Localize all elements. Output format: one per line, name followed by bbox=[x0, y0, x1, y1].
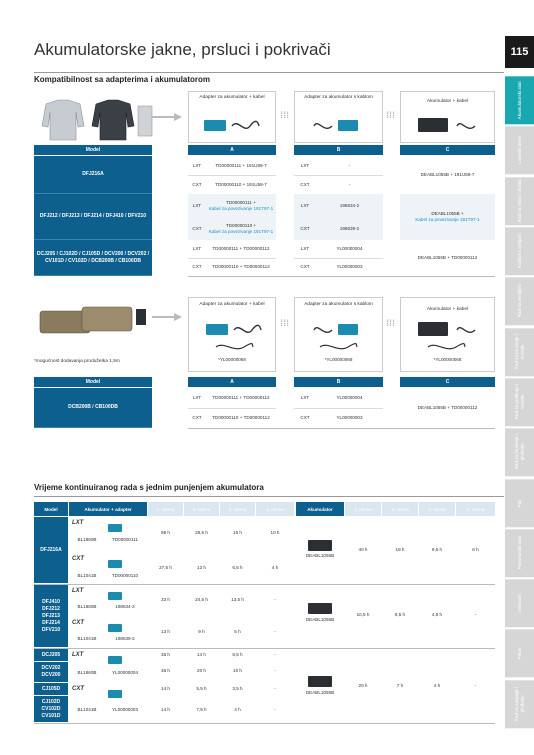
adapter-code: 198639-2 bbox=[115, 636, 135, 641]
cable-image bbox=[455, 322, 477, 338]
box-a-label: Adapter za akumulator + kabel bbox=[199, 95, 265, 100]
adapter-code: TD00000111 bbox=[112, 537, 138, 542]
c-cell-cable: Kabel za povezivanje 191T97-1 bbox=[415, 217, 480, 222]
battery-code: BL1860B bbox=[77, 604, 97, 609]
right-battery-code: DEABL1055B bbox=[305, 553, 335, 558]
runtime-value: - bbox=[274, 597, 276, 602]
b-cell: YL00000004 bbox=[336, 395, 363, 401]
side-tabs bbox=[505, 76, 534, 728]
runtime-model: CJ102D CV102D CV101D bbox=[34, 696, 68, 722]
battery-code: BL1860B bbox=[77, 670, 97, 675]
adapter-image bbox=[108, 524, 122, 532]
arrow-icon bbox=[152, 112, 184, 122]
section-rule bbox=[34, 496, 504, 497]
runtime-value: - bbox=[274, 686, 276, 691]
b-cell: - bbox=[348, 162, 351, 168]
runtime-value: 5,5 h bbox=[196, 686, 207, 691]
separator-icon: ⁞⁞⁞ bbox=[280, 318, 289, 328]
battery-code: BL1860B bbox=[77, 537, 97, 542]
a-cell: TD00000111 + 191U58-7 bbox=[215, 162, 267, 168]
cxt-logo: CXT bbox=[72, 556, 84, 562]
runtime-value: 29,5 h bbox=[195, 530, 208, 535]
runtime-header: 1. razina bbox=[345, 502, 381, 516]
side-tab[interactable]: Rad na visinu i dubini bbox=[505, 177, 534, 225]
runtime-value: 9 h bbox=[198, 629, 205, 634]
runtime-value: 5 h bbox=[234, 629, 241, 634]
runtime-header: 4. razina bbox=[256, 502, 294, 516]
runtime-value: 4 h bbox=[271, 565, 279, 570]
a-cell-cable: Kabel za povezivanje 191T97-1 bbox=[208, 205, 274, 211]
lxt-logo: LXT bbox=[72, 652, 84, 658]
side-tab[interactable]: Usisivači bbox=[505, 579, 534, 627]
side-tab[interactable]: Rad za brušenje i glodanje bbox=[505, 428, 534, 476]
runtime-value: 24,5 h bbox=[195, 597, 208, 602]
box-a-label: Adapter za akumulator + kabel bbox=[199, 302, 265, 307]
a-cell: TD00000111 + TD00000112 bbox=[212, 246, 270, 252]
cable-image bbox=[230, 118, 260, 134]
battery-image bbox=[418, 322, 448, 336]
row-divider bbox=[188, 175, 276, 176]
group-divider bbox=[34, 648, 495, 649]
runtime-value: 35 h bbox=[161, 668, 170, 673]
a-cell bbox=[206, 217, 276, 240]
model-cell: DCB200B / CB100DB bbox=[34, 388, 152, 428]
col-b-header: B bbox=[294, 377, 383, 387]
type-cell: CXT bbox=[192, 264, 202, 270]
runtime-value: 27,5 h bbox=[159, 565, 172, 570]
model-cell: DFJ212 / DFJ213 / DFJ214 / DFJ410 / DFV210 bbox=[34, 194, 152, 240]
runtime-header: Akumulator bbox=[296, 502, 344, 516]
cxt-logo: CXT bbox=[72, 620, 84, 626]
row-divider bbox=[294, 175, 383, 176]
c-cell: DEABL1055B + TD00000112 bbox=[417, 405, 478, 411]
runtime-model: DCJ205 bbox=[34, 649, 68, 661]
a-cell bbox=[206, 194, 276, 217]
side-tab[interactable]: Pribor bbox=[505, 629, 534, 677]
separator-icon: ⁞⁞⁞ bbox=[280, 110, 289, 120]
box-b-label: Adapter za akumulator s kablom bbox=[304, 95, 373, 100]
separator-icon: ⁞⁞⁞ bbox=[386, 110, 395, 120]
page-title: Akumulatorske jakne, prsluci i pokrivači bbox=[34, 40, 331, 59]
a-cell: TD00000110 + TD00000112 bbox=[212, 415, 270, 421]
adapter-code: TD00000110 bbox=[111, 573, 139, 578]
a-cell-cable: Kabel za povezivanje 191T97-1 bbox=[208, 228, 274, 234]
side-tab[interactable]: Rad za brušenje i rezanje bbox=[505, 328, 534, 376]
runtime-value: 20 h bbox=[197, 668, 206, 673]
runtime-value: 40 h bbox=[358, 547, 368, 552]
side-tab[interactable]: Bušilice i odvijači bbox=[505, 227, 534, 275]
section-runtime-title: Vrijeme kontinuiranog rada s jednim punjenjem akumulatora bbox=[34, 483, 264, 492]
runtime-value: 16 h bbox=[233, 530, 242, 535]
battery-code: BL1041B bbox=[77, 707, 97, 712]
extension-cable-image bbox=[426, 341, 466, 353]
right-battery-code: DEABL1055B bbox=[305, 617, 335, 622]
side-tab[interactable]: Laserski metri bbox=[505, 126, 534, 174]
a-cell: TD00000110 + 191U58-7 bbox=[215, 181, 267, 187]
type-cell: LXT bbox=[300, 162, 310, 168]
runtime-value: 33 h bbox=[161, 597, 170, 602]
lxt-logo: LXT bbox=[72, 520, 84, 526]
battery-code: BL1041B bbox=[77, 636, 97, 641]
side-tab[interactable]: Rad za sanjanje i glodanje bbox=[505, 680, 534, 728]
runtime-value: - bbox=[274, 668, 276, 673]
box-c-label: Akumulator + kabel bbox=[426, 99, 469, 104]
c-cell bbox=[400, 194, 495, 240]
b-cell: - bbox=[348, 181, 351, 187]
section-compat-title: Kompatibilnost sa adapterima i akumulatorom bbox=[34, 75, 211, 84]
runtime-value: 35 h bbox=[161, 652, 170, 657]
box-code: *YL00000068 bbox=[324, 357, 353, 363]
c-cell-code: DEABL1055B + bbox=[431, 211, 464, 217]
runtime-value: 10 h bbox=[270, 530, 280, 535]
model-header: Model bbox=[34, 145, 152, 155]
runtime-value: 10 h bbox=[233, 668, 242, 673]
lxt-logo: LXT bbox=[72, 588, 84, 594]
extension-cable-image bbox=[318, 341, 358, 353]
side-tab[interactable]: Akumulatorski alati bbox=[505, 76, 534, 124]
b-cell: YL00000003 bbox=[336, 264, 363, 270]
covers-image bbox=[38, 303, 148, 337]
type-cell: LXT bbox=[192, 162, 202, 168]
runtime-header: 2. razina bbox=[184, 502, 219, 516]
adapter-image bbox=[338, 324, 358, 335]
table-bottom bbox=[188, 428, 495, 429]
runtime-header: Model bbox=[34, 502, 68, 516]
runtime-model: CJ105D bbox=[34, 683, 68, 695]
box-c-label: Akumulator + kabel bbox=[426, 307, 469, 312]
b-cell: YL00000004 bbox=[336, 246, 363, 252]
side-tab[interactable]: Pneumatski alati bbox=[505, 529, 534, 577]
runtime-value: 4 h bbox=[234, 707, 241, 712]
runtime-header: Akumulator + adapter bbox=[69, 502, 147, 516]
box-b-label: Adapter za akumulator s kablom bbox=[304, 302, 373, 307]
b-cell: 198634-2 bbox=[339, 202, 360, 208]
adapter-image bbox=[108, 560, 122, 568]
runtime-header: 1. razina bbox=[148, 502, 183, 516]
runtime-value: 14 h bbox=[161, 707, 170, 712]
type-cell: CXT bbox=[192, 415, 202, 421]
col-c-header: C bbox=[400, 145, 495, 155]
type-cell: LXT bbox=[300, 395, 310, 401]
runtime-value: 14 h bbox=[161, 686, 170, 691]
runtime-value: 9,5 h bbox=[431, 547, 443, 552]
runtime-value: 20 h bbox=[358, 683, 368, 688]
runtime-value: - bbox=[474, 612, 477, 617]
runtime-value: 8,5 h bbox=[232, 652, 243, 657]
adapter-code: YL00000004 bbox=[111, 670, 139, 675]
extension-note: *mogućnost dodavanja produžetka 1,5m bbox=[34, 359, 120, 364]
type-cell: CXT bbox=[192, 181, 202, 187]
jackets-image bbox=[38, 96, 154, 142]
runtime-value: - bbox=[274, 629, 276, 634]
runtime-value: 6,5 h bbox=[232, 565, 243, 570]
adapter-image bbox=[108, 592, 122, 600]
type-cell: CXT bbox=[300, 264, 310, 270]
adapter-image bbox=[108, 624, 122, 632]
runtime-value: 6 h bbox=[472, 547, 479, 552]
c-cell: DEABL1055B + 191U58-7 bbox=[420, 172, 475, 178]
page-number: 115 bbox=[505, 36, 534, 68]
b-cell: YL00000003 bbox=[336, 415, 363, 421]
cable-image bbox=[312, 322, 334, 338]
type-cell: LXT bbox=[192, 246, 202, 252]
group-divider bbox=[34, 584, 495, 585]
type-cell: CXT bbox=[300, 415, 310, 421]
adapter-image bbox=[108, 656, 122, 664]
side-tab[interactable]: Rad na zemljištu bbox=[505, 277, 534, 325]
cable-image bbox=[232, 322, 262, 338]
runtime-value: 8,5 h bbox=[394, 612, 406, 617]
runtime-value: 7 h bbox=[396, 683, 404, 688]
battery-code: BL1041B bbox=[77, 573, 97, 578]
b-cell: 198639-2 bbox=[339, 225, 360, 231]
runtime-value: 7,5 h bbox=[196, 707, 207, 712]
type-cell: CXT bbox=[300, 225, 310, 231]
box-code: *YL00000068 bbox=[218, 357, 246, 363]
battery-image bbox=[308, 676, 332, 687]
runtime-header: 2. razina bbox=[382, 502, 418, 516]
cxt-logo: CXT bbox=[72, 686, 84, 692]
runtime-header: 4. razina bbox=[456, 502, 495, 516]
runtime-value: 4,5 h bbox=[431, 612, 443, 617]
c-cell: DEABL1055B + TD00000112 bbox=[417, 255, 478, 261]
battery-image bbox=[418, 118, 448, 132]
runtime-value: 98 h bbox=[161, 530, 170, 535]
adapter-image bbox=[108, 690, 122, 698]
adapter-image bbox=[206, 324, 228, 335]
type-cell: CXT bbox=[300, 181, 310, 187]
model-cell: DFJ216A bbox=[34, 156, 152, 194]
box-code: *YL00000068 bbox=[433, 357, 462, 363]
type-cell: LXT bbox=[300, 246, 310, 252]
arrow-icon bbox=[152, 312, 184, 322]
model-header: Model bbox=[34, 377, 152, 387]
runtime-value: 3,5 h bbox=[232, 686, 243, 691]
table-bottom bbox=[188, 276, 495, 277]
row-divider bbox=[188, 408, 276, 409]
runtime-header: 3. razina bbox=[220, 502, 255, 516]
runtime-header: 3. razina bbox=[419, 502, 455, 516]
col-b-header: B bbox=[294, 145, 383, 155]
adapter-code: YL00000003 bbox=[111, 707, 139, 712]
side-tab[interactable]: Rad za građenje i rezanje bbox=[505, 378, 534, 426]
right-battery-code: DEABL1055B bbox=[305, 690, 335, 695]
runtime-value: 4 h bbox=[433, 683, 441, 688]
a-cell: TD00000111 + TD00000112 bbox=[212, 395, 270, 401]
runtime-value: 10,5 h bbox=[356, 612, 370, 617]
separator-icon: ⁞⁞⁞ bbox=[386, 318, 395, 328]
runtime-value: 13 h bbox=[161, 629, 170, 634]
adapter-code: 198634-2 bbox=[115, 604, 135, 609]
col-a-header: A bbox=[188, 145, 276, 155]
type-cell: LXT bbox=[192, 395, 202, 401]
side-tab[interactable]: Pila bbox=[505, 479, 534, 527]
col-c-header: C bbox=[400, 377, 495, 387]
col-a-header: A bbox=[188, 377, 276, 387]
title-rule bbox=[34, 72, 504, 73]
row-divider bbox=[294, 408, 383, 409]
model-cell: DCJ205 / CJ102D / CJ105D / DCV200 / DCV202 / CV101D / CV102D / DCB200B / CB100DB bbox=[34, 240, 152, 276]
type-cell: LXT bbox=[300, 202, 310, 208]
a-cell: TD00000110 + TD00000112 bbox=[212, 264, 270, 270]
adapter-image bbox=[204, 120, 226, 131]
runtime-value: 12 h bbox=[197, 565, 206, 570]
runtime-value: - bbox=[474, 683, 477, 688]
runtime-model: DCV202 DCV200 bbox=[34, 662, 68, 682]
type-cell: CXT bbox=[192, 225, 202, 231]
cable-image bbox=[455, 118, 477, 134]
runtime-value: 14 h bbox=[197, 652, 206, 657]
a-cell-code: TD00000110 + bbox=[225, 222, 257, 228]
row-divider bbox=[188, 258, 276, 259]
table-bottom bbox=[34, 723, 495, 724]
runtime-model: DFJ216A bbox=[34, 517, 68, 583]
a-cell-code: TD00000111 + bbox=[226, 199, 256, 205]
runtime-value: 18 h bbox=[395, 547, 405, 552]
battery-image bbox=[308, 603, 332, 614]
runtime-value: - bbox=[274, 652, 276, 657]
extension-cable-image bbox=[214, 341, 254, 353]
runtime-model: DFJ410 DFJ212 DFJ213 DFJ214 DFV210 bbox=[34, 585, 68, 647]
battery-image bbox=[308, 540, 332, 551]
type-cell: LXT bbox=[192, 202, 202, 208]
runtime-value: 13,5 h bbox=[231, 597, 244, 602]
adapter-image bbox=[338, 120, 358, 131]
runtime-value: - bbox=[274, 707, 276, 712]
cable-image bbox=[312, 118, 334, 134]
row-divider bbox=[294, 258, 383, 259]
